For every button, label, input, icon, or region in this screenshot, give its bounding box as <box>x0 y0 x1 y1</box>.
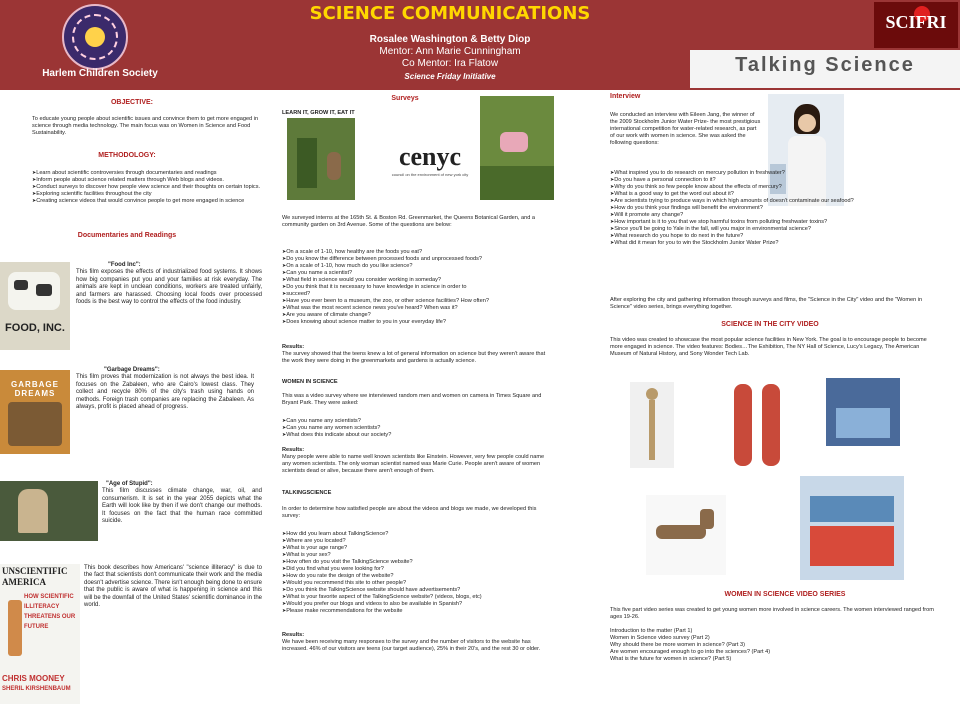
list-item: ➤ Conduct surveys to discover how people view science and their thoughts on certain topics. <box>32 184 266 191</box>
women-in-science-questions <box>282 418 554 439</box>
author-names: Rosalee Washington & Betty Diop <box>369 34 531 45</box>
list-item: ➤ Would you prefer our blogs and videos to also be available in Spanish? <box>282 601 554 608</box>
org-name: Harlem Children Society <box>42 68 158 79</box>
women-in-science-video-text: This five part video series was created to get young women more involved in science careers. The women interviewed ranged from ages 19-26. <box>610 607 934 620</box>
list-item: ➤ Learn about scientific controversies through documentaries and readings <box>32 170 266 177</box>
women-in-science-heading: WOMEN IN SCIENCE <box>282 379 338 385</box>
list-item: ➤ Have you ever been to a museum, the zoo, or other science facilities? How often? <box>282 298 554 305</box>
list-item: ➤ What is your age range? <box>282 545 554 552</box>
list-item: ➤ Where are you located? <box>282 538 554 545</box>
comentor-line: Co Mentor: Ira Flatow <box>401 58 499 69</box>
film-title: "Age of Stupid": <box>106 481 153 487</box>
survey-intro: We surveyed interns at the 165th St. & Boston Rd. Greenmarket, the Queens Botanical Garden, and a community garden on 3rd Avenue. Some of the questions are below: <box>282 215 536 228</box>
list-item: ➤ Would you recommend this site to other people? <box>282 580 554 587</box>
initiative-line: Science Friday Initiative <box>404 72 496 81</box>
list-item: ➤ What is your sex? <box>282 552 554 559</box>
results-text: The survey showed that the teens knew a lot of general information on science but they weren't aware that the work they were doing in the greenmarkets and gardens is actually science. <box>282 351 546 364</box>
list-item: ➤ Are you aware of climate change? <box>282 312 554 319</box>
mentor-line: Mentor: Ann Marie Cunningham <box>379 46 521 57</box>
age-of-stupid-poster <box>0 481 98 541</box>
hall-of-science-photo <box>826 378 900 446</box>
list-item: ➤ Exploring scientific facilities throughout the city <box>32 191 266 198</box>
list-item: ➤ On a scale of 1-10, how much do you like science? <box>282 263 554 270</box>
list-item: ➤ What is your favorite aspect of the TalkingScience website? (videos, blogs, etc) <box>282 594 554 601</box>
unscientific-america-description: This book describes how Americans' "science illiteracy" is due to the fact that scientists don't communicate their work and the media doesn't advertise science. There isn't enough being done to ensure that the public is aware of what is happening in science and this will be the downfall of the United States' scientific dominance in the world. <box>84 565 262 609</box>
list-item: ➤ Do you think that it is necessary to have knowledge in science in order to <box>282 284 554 291</box>
women-in-science-text: This was a video survey where we interviewed random men and women on camera in Times Square and Bryant Park. They were asked: <box>282 393 542 406</box>
results-heading: Results: <box>282 447 305 453</box>
list-item: ➤ Do you know the difference between processed foods and unprocessed foods? <box>282 256 554 263</box>
garden-photo <box>287 118 355 200</box>
list-item: ➤ On a scale of 1-10, how healthy are the foods you eat? <box>282 249 554 256</box>
list-item: Introduction to the matter (Part 1) <box>610 628 693 634</box>
women-in-science-results <box>282 447 554 475</box>
list-item: ➤ Do you think the TalkingScience website should have advertisements? <box>282 587 554 594</box>
interview-questions <box>610 170 900 247</box>
food-inc-description <box>76 262 262 306</box>
film-text: This film discusses climate change, war, oil, and consumerism. It is set in the year 2055 depicts what the Earth will look like by then if we don't change our methods. It focuses on the fact that the human race committed suicide. <box>102 488 262 525</box>
garbage-dreams-description <box>76 367 254 411</box>
scifri-logo: SCIFRI <box>874 2 958 48</box>
film-title: "Garbage Dreams": <box>104 367 160 373</box>
talking-science-logo: Talking Science <box>690 50 960 88</box>
survey-questions <box>282 249 554 326</box>
objective-text: To educate young people about scientific issues and convince them to get more engaged in science through media technology. The main focus was on Women in Science and Food Sustainability. <box>32 116 259 136</box>
surveys-heading: Surveys <box>391 95 419 102</box>
cenyc-logo: cenyc council on the environment of new york city <box>391 142 469 177</box>
list-item: ➤ Does knowing about science matter to you in your everyday life? <box>282 319 554 326</box>
unscientific-america-book: UNSCIENTIFIC AMERICA HOW SCIENTIFIC ILLITERACY THREATENS OUR FUTURE CHRIS MOONEY SHERIL KIRSHENBAUM <box>0 564 80 704</box>
list-item: ➤ What research do you hope to do next in the future? <box>610 233 900 240</box>
results-heading: Results: <box>282 632 305 638</box>
list-item: ➤ Did you find what you were looking for? <box>282 566 554 573</box>
list-item: ➤ Can you name a scientist? <box>282 270 554 277</box>
list-item: ➤ Please make recommendations for the website <box>282 608 554 615</box>
list-item: ➤ succeed? <box>282 291 554 298</box>
interview-text: We conducted an interview with Eileen Jang, the winner of the 2009 Stockholm Junior Water Prize- the most prestigious international competition for water-related research, as part of our work with women in science. She was asked the following questions: <box>610 112 761 146</box>
bodies-exhibition-photo <box>722 380 796 470</box>
film-text: This film proves that modernization is not always the best idea. It focuses on the Zabaleen, who are Cairo's lowest class. They collect and recycle 80% of the city's trash using hands on methods. Foreign trash companies are replacing the Zabaleen. As always, profit is placed ahead of progress. <box>76 374 254 411</box>
women-in-science-video-heading: WOMEN IN SCIENCE VIDEO SERIES <box>724 591 846 598</box>
methodology-heading: METHODOLOGY: <box>98 152 156 159</box>
age-of-stupid-description <box>102 481 262 525</box>
list-item: ➤ What field in science would you consider working in someday? <box>282 277 554 284</box>
list-item: ➤ Can you name any women scientists? <box>282 425 554 432</box>
interview-heading: Interview <box>610 93 641 100</box>
list-item: ➤ Since you'll be going to Yale in the fall, will you major in environmental science? <box>610 226 900 233</box>
list-item: What is the future for women in science? (Part 5) <box>610 656 732 662</box>
list-item: ➤ What did it mean for you to win the Stockholm Junior Water Prize? <box>610 240 900 247</box>
sony-wonder-lab-photo <box>800 476 904 580</box>
talkingscience-text: In order to determine how satisfied people are about the videos and blogs we made, we developed this survey: <box>282 506 537 519</box>
talkingscience-results <box>282 632 554 653</box>
objective-heading: OBJECTIVE: <box>110 99 153 106</box>
list-item: ➤ Inform people about science related matters through Web blogs and videos. <box>32 177 266 184</box>
results-text: Many people were able to name well known scientists like Einstein. However, very few people could name any women scientists. The only woman scientist named was Marie Curie. People aren't aware of women scientists dead or alive, because there aren't enough of them. <box>282 454 545 474</box>
list-item: ➤ Creating science videos that would convince people to get more engaged in science <box>32 198 266 205</box>
film-text: This film exposes the effects of industrialized food systems. It shows how big companies put you and your families at risk everyday. The animals are kept in unclean conditions, workers are treated unfairly, and farmers are harassed. Choosing local foods over processed foods is the best way to control the effects of the food industry. <box>76 269 262 306</box>
list-item: ➤ How often do you visit the TalkingScience website? <box>282 559 554 566</box>
docs-heading: Documentaries and Readings <box>77 232 177 239</box>
garbage-dreams-poster: GARBAGE DREAMS <box>0 370 70 454</box>
list-item: ➤ What is a good way to get the word out about it? <box>610 191 900 198</box>
list-item: ➤ How did you learn about TalkingScience? <box>282 531 554 538</box>
science-in-the-city-heading: SCIENCE IN THE CITY VIDEO <box>721 321 819 328</box>
results-text: We have been receiving many responses to the survey and the number of visitors to the website has increased. 46% of our visitors are teens (our target audience), 25% in their 20's, and the rest 30 or older. <box>282 639 541 652</box>
food-inc-poster: FOOD, INC. <box>0 262 70 350</box>
talkingscience-questions <box>282 531 554 615</box>
list-item: ➤ What was the most recent science news you've heard? When was it? <box>282 305 554 312</box>
learn-grow-eat-line: LEARN IT, GROW IT, EAT IT <box>282 110 355 116</box>
list-item: ➤ Why do you think so few people know about the effects of mercury? <box>610 184 900 191</box>
science-in-the-city-text: This video was created to showcase the most popular science facilities in New York. The goal is to encourage people to become more engaged in science. The video features: Bodies…The Exhibition, The NY Hall of Science, Lucy's Legacy, The American Museum of Natural History, and Sony Wonder Tech Lab. <box>610 337 927 357</box>
list-item: ➤ How do you rate the design of the website? <box>282 573 554 580</box>
list-item: Why should there be more women in science? (Part 3) <box>610 642 745 648</box>
list-item: ➤ How do you think your findings will benefit the environment? <box>610 205 900 212</box>
after-exploring-text: After exploring the city and gathering information through surveys and films, the "Science in the City" video and the "Women in Science" video series, brings everything together. <box>610 297 923 310</box>
list-item: ➤ Will it promote any change? <box>610 212 900 219</box>
list-item: Women in Science video survey (Part 2) <box>610 635 710 641</box>
mentor-block <box>250 46 650 70</box>
results-heading: Results: <box>282 344 305 350</box>
talkingscience-heading: TALKINGSCIENCE <box>282 490 332 496</box>
film-title: "Food Inc": <box>108 262 141 268</box>
skeleton-photo <box>630 382 674 468</box>
survey-results <box>282 344 554 365</box>
list-item: ➤ Do you have a personal connection to it? <box>610 177 900 184</box>
methodology-list <box>32 170 266 205</box>
list-item: Are women encouraged enough to go into the sciences? (Part 4) <box>610 649 771 655</box>
list-item: ➤ What does this indicate about our society? <box>282 432 554 439</box>
list-item: ➤ Can you name any scientists? <box>282 418 554 425</box>
women-in-science-video-parts <box>610 628 940 663</box>
list-item: ➤ How important is it to you that we stop harmful toxins from polluting freshwater toxins? <box>610 219 900 226</box>
poster-title: SCIENCE COMMUNICATIONS <box>309 3 591 24</box>
gardener-photo <box>480 96 554 200</box>
harlem-children-society-logo <box>62 4 128 70</box>
dinosaur-skeleton-photo <box>646 495 726 575</box>
list-item: ➤ What inspired you to do research on mercury pollution in freshwater? <box>610 170 900 177</box>
list-item: ➤ Are scientists trying to produce ways in which high amounts of doesn't contaminate our seafood? <box>610 198 900 205</box>
